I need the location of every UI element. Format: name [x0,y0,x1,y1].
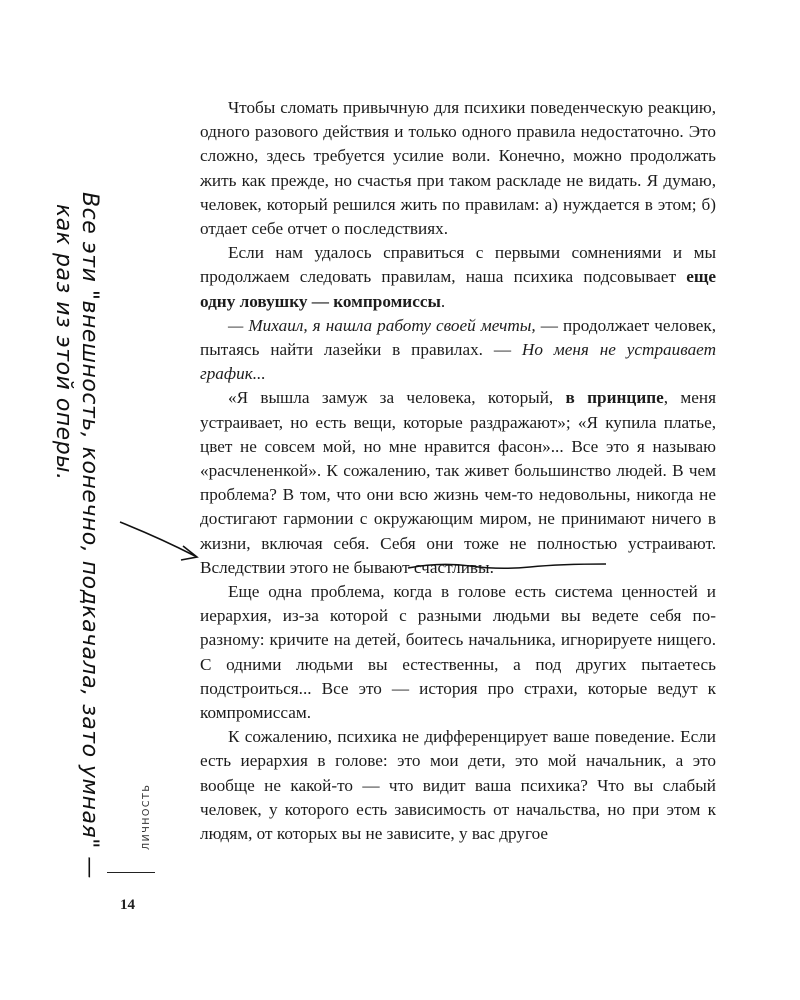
paragraph-text: . Себя они тоже не полностью устраивают. Вследствии этого не бывают счастливы. [200,533,717,577]
paragraph: К сожалению, психика не дифференцирует ваше поведение. Если есть иерархия в голове: это мои дети, это мой начальник, а это вообще не какой-то — что видит ваша психика? Что вы слабый человек, у которого есть зависимость от начальства, но при этом к людям, от которых вы не зависите, у вас другое [200,727,716,844]
paragraph: Еще одна проблема, когда в голове есть система ценностей и иерархия, из-за которой с разными людьми вы ведете себя по-разному: кричите на детей, боитесь начальника, игнорируете нищего. С одними людьми вы естественны, а под других пытаетесь подстроиться... Все это — история про страхи, которые ведут к компромиссам. [200,582,716,723]
paragraph [200,314,716,387]
paragraph-text: Если нам удалось справиться с первыми сомнениями и мы продолжаем следовать правилам, наша психика подсовывает [200,243,716,287]
paragraph: Если нам удалось справиться с первыми сомнениями и мы продолжаем следовать правилам, наша психика подсовывает еще одну ловушку — компромиссы. [200,243,716,311]
italic-quote: — Михаил, я нашла работу своей мечты, [228,315,536,335]
paragraph [200,386,716,580]
annotation-arrow [120,522,195,556]
italic-quote: Но меня не устраивает график... [200,340,716,384]
paragraph-text: , меня устраивает, но есть вещи, которые раздражают»; «Я купила платье, цвет не совсем мой, но мне нравится фасон»... Все это я называю «расчлененкой». К сожалению, так живет большинство людей. В чем проблема? В том, что они всю жизнь чем-то недовольны, никогда не достигают гармонии с окружающим миром, не принимают ничего в жизни, [200,388,716,553]
section-label: ЛИЧНОСТЬ [141,783,152,850]
note-line: Все эти "внешность, конечно, подкачала, зато умная" — [77,192,102,879]
note-line: как раз из этой оперы. [51,204,76,481]
underlined-phrase: включая себя [261,533,366,553]
main-text [200,96,716,846]
page-number: 14 [120,897,135,913]
bold-phrase: в принципе [565,388,664,408]
arrow-head-icon [181,546,197,560]
handwritten-note [50,192,102,879]
paragraph: Чтобы сломать привычную для психики поведенческую реакцию, одного разового действия и только одного правила недостаточно. Это сложно, здесь требуется усилие воли. Конечно, можно продолжать жить как прежде, но счастья при таком раскладе не видать. Я думаю, человек, который решился жить по правилам: а) нуждается в этом; б) отдает себе отчет о последствиях. [200,98,716,239]
bold-phrase: еще одну ловушку — компромиссы [200,267,716,311]
footer-rule [107,872,155,873]
paragraph-text: «Я вышла замуж за человека, который, [228,388,554,408]
paragraph-text: — продолжает человек, пытаясь найти лазейки в правилах. — [200,315,716,360]
